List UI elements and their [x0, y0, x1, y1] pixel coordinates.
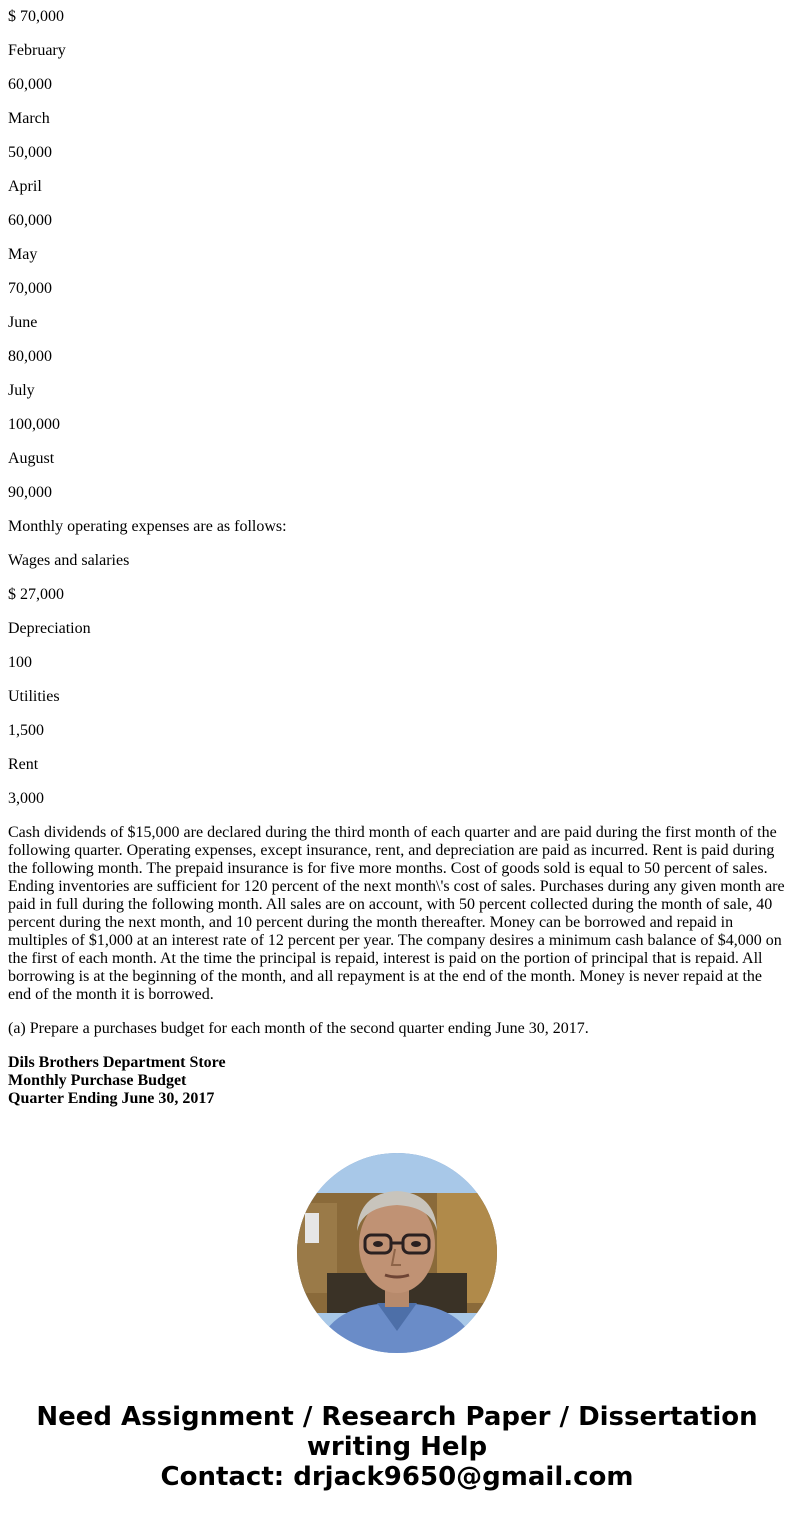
expense-label: Utilities [8, 688, 60, 705]
month-label: February [8, 42, 66, 59]
expenses-intro: Monthly operating expenses are as follows: [8, 518, 287, 535]
promo-footer [0, 1402, 794, 1492]
sales-value: 60,000 [8, 76, 52, 93]
month-label: May [8, 246, 38, 263]
problem-paragraph: Cash dividends of $15,000 are declared during the third month of each quarter and are paid during the first month of the following quarter. Operating expenses, except insurance, rent, and depreciation are paid as incurred. Rent is paid during the following month. The prepaid insurance is for five more months. Cost of goods sold is equal to 50 percent of sales. Ending inventories are sufficient for 120 percent of the next month\'s cost of sales. Purchases during any given month are paid in full during the following month. All sales are on account, with 50 percent collected during the month of sale, 40 percent during the next month, and 10 percent during the month thereafter. Money can be borrowed and repaid in multiples of $1,000 at an interest rate of 12 percent per year. The company desires a minimum cash balance of $4,000 on the first of each month. At the time the principal is repaid, interest is paid on the portion of principal that is repaid. All borrowing is at the beginning of the month, and all repayment is at the end of the month. Money is never repaid at the end of the month it is borrowed. [8, 824, 785, 1003]
promo-line-2: writing Help [306, 1432, 488, 1462]
budget-heading [8, 1054, 786, 1108]
portrait-image [297, 1153, 497, 1353]
month-label: July [8, 382, 35, 399]
budget-title: Monthly Purchase Budget [8, 1072, 187, 1089]
contact-line: Contact: drjack9650@gmail.com [160, 1462, 634, 1492]
expense-label: Rent [8, 756, 39, 773]
month-label: June [8, 314, 38, 331]
expense-value: 100 [8, 654, 32, 671]
expense-label: Depreciation [8, 620, 91, 637]
text-line: $ 70,000 [8, 8, 64, 25]
avatar [297, 1153, 497, 1353]
sales-value: 50,000 [8, 144, 52, 161]
sales-value: 60,000 [8, 212, 52, 229]
sales-value: 70,000 [8, 280, 52, 297]
company-name: Dils Brothers Department Store [8, 1054, 226, 1071]
expense-value: 3,000 [8, 790, 44, 807]
month-label: August [8, 450, 55, 467]
expense-label: Wages and salaries [8, 552, 130, 569]
sales-value: 80,000 [8, 348, 52, 365]
sales-value: 100,000 [8, 416, 60, 433]
expense-value: $ 27,000 [8, 586, 64, 603]
month-label: March [8, 110, 50, 127]
expense-value: 1,500 [8, 722, 44, 739]
promo-line-1: Need Assignment / Research Paper / Dissertation [36, 1402, 758, 1432]
sales-value: 90,000 [8, 484, 52, 501]
month-label: April [8, 178, 42, 195]
budget-period: Quarter Ending June 30, 2017 [8, 1090, 215, 1107]
question-text: (a) Prepare a purchases budget for each month of the second quarter ending June 30, 2017. [8, 1020, 589, 1037]
